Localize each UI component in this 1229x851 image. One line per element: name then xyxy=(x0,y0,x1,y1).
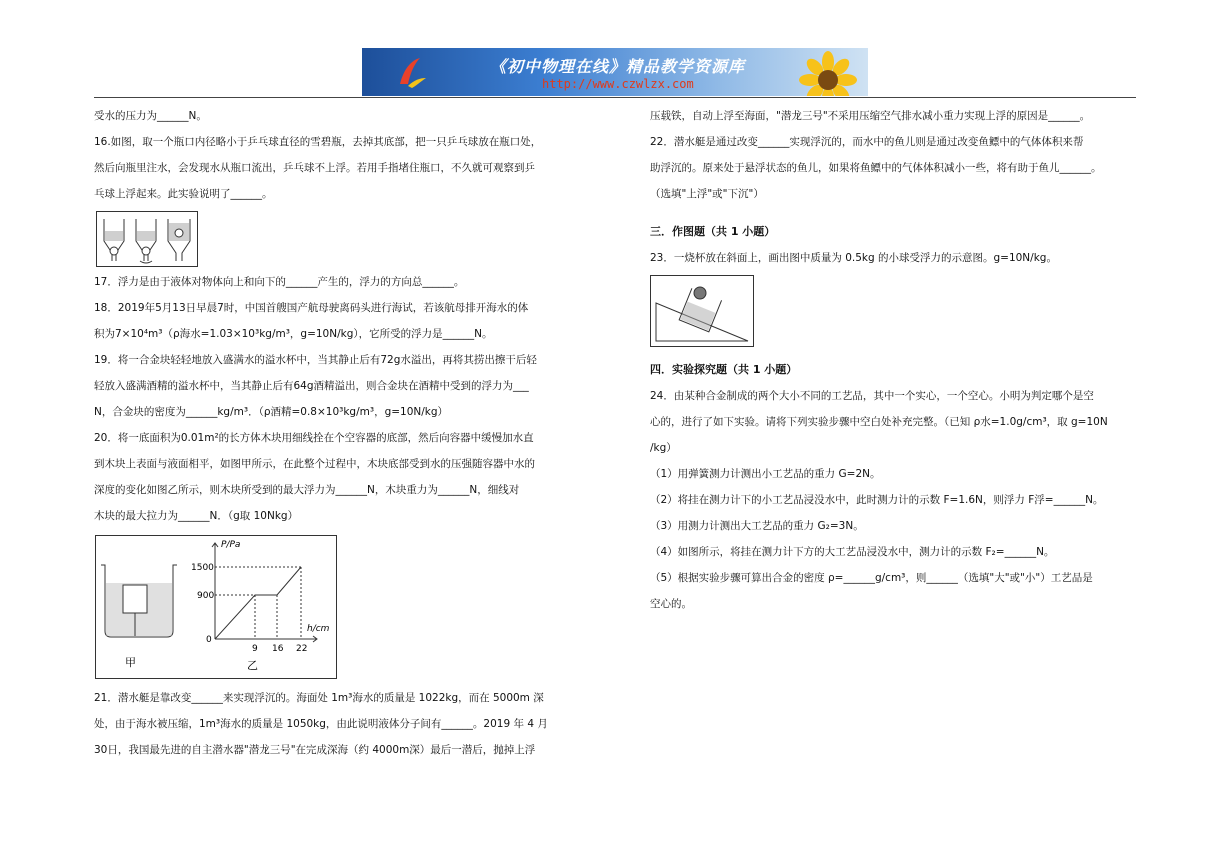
right-column xyxy=(650,103,1136,617)
spacer xyxy=(650,207,1136,219)
bottle-pingpong-figure xyxy=(96,211,198,267)
q22-line3: （选填"上浮"或"下沉"） xyxy=(650,188,764,200)
q24-step6: 空心的。 xyxy=(650,598,692,610)
q21-line2: 处，由于海水被压缩，1m³海水的质量是 1050kg，由此说明液体分子间有______。2019 年 4 月 xyxy=(94,718,548,730)
q24-step1: （1）用弹簧测力计测出小工艺品的重力 G=2N。 xyxy=(650,468,881,480)
tick-22: 22 xyxy=(296,644,308,654)
q20-line4: 木块的最大拉力为______N．（g取 10Nkg） xyxy=(94,510,299,522)
label-yi: 乙 xyxy=(247,659,258,672)
pressure-depth-figure xyxy=(95,535,338,679)
label-jia: 甲 xyxy=(125,656,136,669)
q24-step3: （3）用测力计测出大工艺品的重力 G₂=3N。 xyxy=(650,520,864,532)
tick-9: 9 xyxy=(252,644,258,654)
q20-line2: 到木块上表面与液面相平，如图甲所示，在此整个过程中，木块底部受到水的压强随容器中水的 xyxy=(94,458,535,470)
q22-line1: 22．潜水艇是通过改变______实现浮沉的，而水中的鱼儿则是通过改变鱼鳔中的气体体积来帮 xyxy=(650,136,1084,148)
header-divider xyxy=(94,97,1136,98)
q21-continued: 压载铁，自动上浮至海面，"潜龙三号"不采用压缩空气排水减小重力实现上浮的原因是______。 xyxy=(650,110,1091,122)
tick-900: 900 xyxy=(197,591,215,601)
q20-line1: 20．将一底面积为0.01m²的长方体木块用细线拴在个空容器的底部，然后向容器中缓慢加水直 xyxy=(94,432,534,444)
q24-line2: 心的，进行了如下实验。请将下列实验步骤中空白处补充完整。（已知 ρ水=1.0g/cm³，取 g=10N xyxy=(650,416,1108,428)
q24-step4: （4）如图所示，将挂在测力计下方的大工艺品浸没水中，测力计的示数 F₂=______N。 xyxy=(650,546,1055,558)
y-axis-label: P/Pa xyxy=(221,540,241,550)
section-heading-experiment: 四．实验探究题（共 1 小题） xyxy=(650,363,798,376)
incline-beaker-figure xyxy=(650,275,754,347)
logo-icon xyxy=(394,54,428,90)
tick-16: 16 xyxy=(272,644,284,654)
left-column xyxy=(94,103,584,763)
section-heading-drawing: 三．作图题（共 1 小题） xyxy=(650,225,776,238)
q24-line1: 24．由某种合金制成的两个大小不同的工艺品，其中一个实心，一个空心。小明为判定哪个是空 xyxy=(650,390,1094,402)
x-axis-label: h/cm xyxy=(307,624,330,634)
q16-line1: 16.如图，取一个瓶口内径略小于乒乓球直径的雪碧瓶，去掉其底部，把一只乒乓球放在瓶口处， xyxy=(94,136,542,148)
q20-line3: 深度的变化如图乙所示，则木块所受到的最大浮力为______N，木块重力为______N，细线对 xyxy=(94,484,520,496)
banner-url[interactable]: http://www.czwlzx.com xyxy=(542,77,694,91)
q24-line3: /kg） xyxy=(650,442,677,454)
q16-line2: 然后向瓶里注水，会发现水从瓶口流出，乒乓球不上浮。若用手指堵住瓶口，不久就可观察到乒 xyxy=(94,162,535,174)
tick-origin: 0 xyxy=(206,635,212,645)
q22-line2: 助浮沉的。原来处于悬浮状态的鱼儿，如果将鱼鳔中的气体体积减小一些，将有助于鱼儿______。 xyxy=(650,162,1102,174)
q19-line2: 轻放入盛满酒精的溢水杯中，当其静止后有64g酒精溢出，则合金块在酒精中受到的浮力为___ xyxy=(94,380,529,392)
q21-line1: 21．潜水艇是靠改变______来实现浮沉的。海面处 1m³海水的质量是 1022kg，而在 5000m 深 xyxy=(94,692,544,704)
header-banner xyxy=(362,48,868,96)
q19-line1: 19．将一合金块轻轻地放入盛满水的溢水杯中，当其静止后有72g水溢出，再将其捞出擦干后轻 xyxy=(94,354,537,366)
q17: 17．浮力是由于液体对物体向上和向下的______产生的，浮力的方向总______。 xyxy=(94,276,465,288)
q24-step5: （5）根据实验步骤可算出合金的密度 ρ=______g/cm³，则______（选填"大"或"小"）工艺品是 xyxy=(650,572,1093,584)
tick-1500: 1500 xyxy=(191,563,214,573)
q23: 23．一烧杯放在斜面上，画出图中质量为 0.5kg 的小球受浮力的示意图。g=10N/kg。 xyxy=(650,252,1057,264)
q16-line3: 乓球上浮起来。此实验说明了______。 xyxy=(94,188,273,200)
sunflower-icon xyxy=(798,50,858,96)
q19-line3: N，合金块的密度为______kg/m³．（ρ酒精=0.8×10³kg/m³，g=10N/kg） xyxy=(94,406,449,418)
q18-line1: 18．2019年5月13日早晨7时，中国首艘国产航母驶离码头进行海试，若该航母排开海水的体 xyxy=(94,302,529,314)
banner-title: 《初中物理在线》精品教学资源库 xyxy=(490,57,746,76)
q18-line2: 积为7×10⁴m³（ρ海水=1.03×10³kg/m³，g=10N/kg），它所受的浮力是______N。 xyxy=(94,328,493,340)
line-q15-end: 受水的压力为______N。 xyxy=(94,110,207,122)
q21-line3: 30日，我国最先进的自主潜水器"潜龙三号"在完成深海（约 4000m深）最后一潜后，抛掉上浮 xyxy=(94,744,536,756)
q24-step2: （2）将挂在测力计下的小工艺品浸没水中，此时测力计的示数 F=1.6N，则浮力 F浮=______N。 xyxy=(650,494,1104,506)
